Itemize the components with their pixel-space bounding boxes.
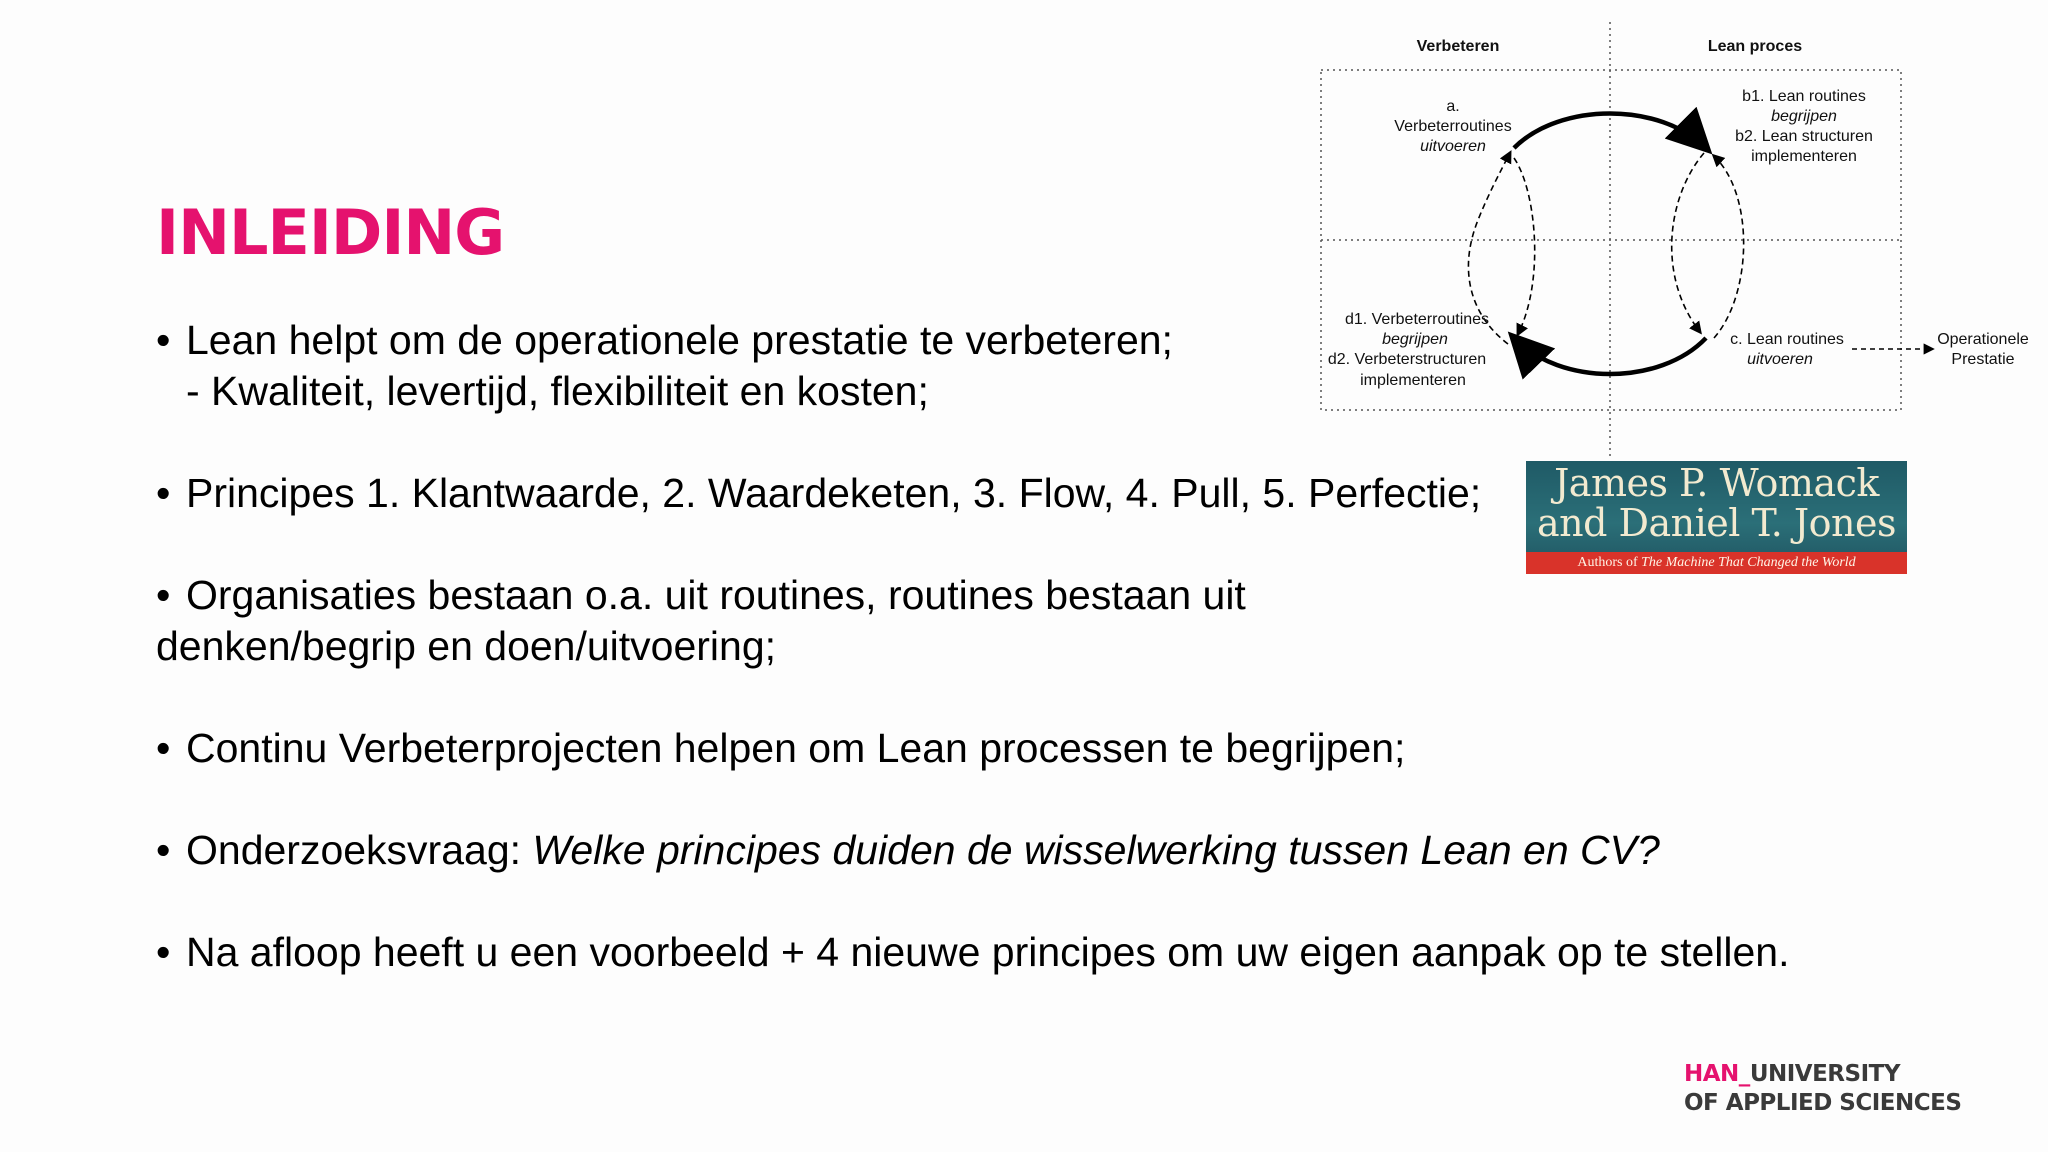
book-authors-line2: and Daniel T. Jones: [1537, 501, 1896, 545]
label-a-index: a.: [1446, 98, 1460, 115]
bullet-prefix: Onderzoeksvraag:: [186, 827, 533, 873]
col-header-lean-proces: Lean proces: [1707, 38, 1803, 55]
bullet-dot: •: [156, 827, 171, 873]
label-a-line2: Verbeterroutines: [1394, 118, 1512, 135]
slide-title: INLEIDING: [156, 196, 505, 269]
label-b-line4: implementeren: [1751, 148, 1857, 165]
label-d-line2: begrijpen: [1382, 331, 1448, 348]
bullet-continuous-improvement: [156, 723, 1916, 774]
bullet-text: Principes 1. Klantwaarde, 2. Waardeketen, 3. Flow, 4. Pull, 5. Perfectie;: [186, 470, 1482, 516]
label-output-line2: Prestatie: [1951, 351, 2015, 368]
research-question: Welke principes duiden de wisselwerking tussen Lean en CV?: [532, 827, 1660, 873]
bullet-dot: •: [156, 725, 171, 771]
left-dashed-loop-inner: [1514, 158, 1535, 334]
label-d-line3: d2. Verbeterstructuren: [1327, 351, 1487, 368]
logo-han: HAN_: [1684, 1061, 1750, 1087]
label-output-line1: Operationele: [1937, 331, 2029, 348]
lean-cv-diagram: [1300, 20, 2048, 460]
logo-line2: OF APPLIED SCIENCES: [1684, 1090, 1962, 1116]
bottom-arc-arrow: [1514, 338, 1706, 374]
book-strip-title: The Machine That Changed the World: [1641, 555, 1856, 570]
han-university-logo: [1684, 1060, 1961, 1118]
bullet-continuation: denken/begrip en doen/uitvoering;: [156, 623, 777, 669]
label-c-line2: uitvoeren: [1747, 351, 1813, 368]
label-b-line1: b1. Lean routines: [1742, 88, 1866, 105]
bullet-text: Continu Verbeterprojecten helpen om Lean processen te begrijpen;: [186, 725, 1406, 771]
label-b-line2: begrijpen: [1771, 108, 1837, 125]
label-c-line1: c. Lean routines: [1730, 331, 1844, 348]
right-dashed-loop-inner: [1714, 156, 1744, 338]
col-header-verbeteren: Verbeteren: [1416, 38, 1500, 55]
bullet-dot: •: [156, 317, 171, 363]
book-authors-line1: James P. Womack: [1554, 461, 1879, 505]
bullet-research-question: [156, 825, 1916, 876]
bullet-text: Organisaties bestaan o.a. uit routines, routines bestaan uit: [186, 572, 1246, 618]
right-dashed-loop: [1672, 153, 1704, 332]
label-d-line4: implementeren: [1360, 372, 1466, 389]
bullet-text: Na afloop heeft u een voorbeeld + 4 nieuwe principes om uw eigen aanpak op te stellen.: [186, 929, 1790, 975]
label-d-line1: d1. Verbeterroutines: [1344, 311, 1490, 328]
label-a-line3: uitvoeren: [1420, 138, 1486, 155]
bullet-outcome: [156, 927, 1916, 978]
book-strip-prefix: Authors of: [1577, 555, 1642, 570]
bullet-text: Lean helpt om de operationele prestatie te verbeteren;: [186, 317, 1173, 363]
bullet-dot: •: [156, 572, 171, 618]
logo-line1: UNIVERSITY: [1749, 1061, 1900, 1087]
book-strip: [1526, 552, 1907, 574]
bullet-organisations: [156, 570, 1916, 672]
book-cover-image: [1526, 461, 1907, 574]
bullet-subtext: - Kwaliteit, levertijd, flexibiliteit en kosten;: [186, 368, 929, 414]
bullet-dot: •: [156, 470, 171, 516]
bullet-dot: •: [156, 929, 171, 975]
label-b-line3: b2. Lean structuren: [1735, 128, 1873, 145]
